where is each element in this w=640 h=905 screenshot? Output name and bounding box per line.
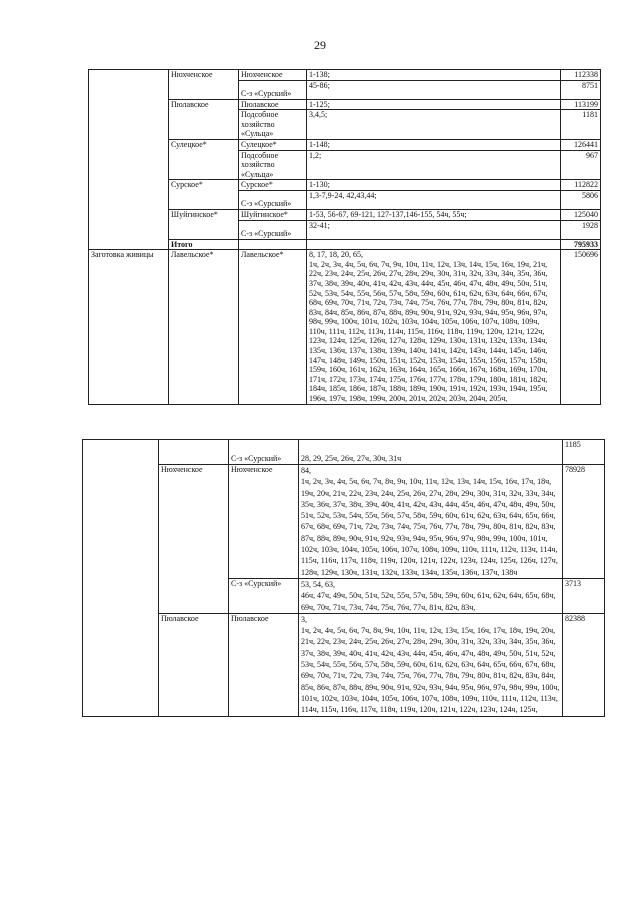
table-row [89,70,601,81]
quarters-cell: 45-86; [307,80,561,99]
district-cell: Сулецкое* [239,139,307,150]
forestry-cell: Сурское* [169,180,239,210]
district-cell: С-з «Сурский» [239,220,307,239]
table-row [83,440,605,465]
forestry-cell: Лавельское* [169,250,239,405]
area-cell: 112822 [561,180,601,191]
district-cell: С-з «Сурский» [229,578,299,613]
quarters-cell: 1-53, 56-67, 69-121, 127-137,146-155, 54ч, 55ч; [307,209,561,220]
area-cell: 1928 [561,220,601,239]
district-cell: С-з «Сурский» [239,190,307,209]
quarters-cell: 53, 54, 63, 46ч, 47ч, 49ч, 50ч, 51ч, 52ч, 55ч, 57ч, 58ч, 59ч, 60ч, 61ч, 62ч, 64ч, 65ч, 68ч, 69ч, 70ч, 71ч, 73ч, 74ч, 75ч, 76ч, 77ч, 81ч, 82ч, 83ч, [299,578,563,613]
table-cell [83,440,159,717]
quarters-cell: 1-138; [307,70,561,81]
district-cell: С-з «Сурский» [239,80,307,99]
area-cell: 82388 [563,613,605,716]
quarters-cell: 1-148; [307,139,561,150]
page-number: 29 [314,38,326,52]
forestry-cell: Сулецкое* [169,139,239,179]
area-cell: 113199 [561,99,601,110]
district-cell: Нюхченское [229,465,299,579]
quarters-cell: 28, 29, 25ч, 26ч, 27ч, 30ч, 31ч [299,440,563,465]
district-cell: С-з «Сурский» [229,440,299,465]
allotment-table-top [88,69,601,405]
activity-cell: Заготовка живицы [89,250,169,405]
area-cell: 3713 [563,578,605,613]
district-cell: Подсобное хозяйство «Сульца» [239,110,307,140]
area-cell: 5806 [561,190,601,209]
area-cell: 78928 [563,465,605,579]
district-cell: Сурское* [239,180,307,191]
forestry-cell: Нюхченское [169,70,239,100]
table-cell [159,440,229,465]
quarters-cell: 3, 1ч, 2ч, 4ч, 5ч, 6ч, 7ч, 8ч, 9ч, 10ч, 11ч, 12ч, 13ч, 15ч, 16ч, 17ч, 18ч, 19ч, 20ч, 21ч, 22ч, 23ч, 24ч, 25ч, 26ч, 27ч, 28ч, 29ч, 30ч, 31ч, 32ч, 33ч, 34ч, 35ч, 36ч, 37ч, 38ч, 39ч, 40ч, 41ч, 42ч, 43ч, 44ч, 45ч, 46ч, 47ч, 48ч, 49ч, 50ч, 51ч, 52ч, 53ч, 54ч, 55ч, 56ч, 57ч, 58ч, 59ч, 60ч, 61ч, 62ч, 63ч, 64ч, 65ч, 66ч, 67ч, 68ч, 69ч, 70ч, 71ч, 72ч, 73ч, 74ч, 75ч, 76ч, 77ч, 78ч, 79ч, 80ч, 81ч, 82ч, 83ч, 84ч, 85ч, 86ч, 87ч, 88ч, 89ч, 90ч, 91ч, 92ч, 93ч, 94ч, 95ч, 96ч, 97ч, 98ч, 99ч, 100ч, 101ч, 102ч, 103ч, 104ч, 105ч, 106ч, 107ч, 108ч, 109ч, 110ч, 111ч, 112ч, 113ч, 114ч, 115ч, 116ч, 117ч, 118ч, 119ч, 120ч, 121ч, 122ч, 123ч, 124ч, 125ч, [299,613,563,716]
quarters-cell: 84, 1ч, 2ч, 3ч, 4ч, 5ч, 6ч, 7ч, 8ч, 9ч, 10ч, 11ч, 12ч, 13ч, 14ч, 15ч, 16ч, 17ч, 18ч, 19ч, 20ч, 21ч, 22ч, 23ч, 24ч, 25ч, 26ч, 27ч, 28ч, 29ч, 30ч, 31ч, 32ч, 33ч, 34ч, 35ч, 36ч, 37ч, 38ч, 39ч, 40ч, 41ч, 42ч, 43ч, 44ч, 45ч, 46ч, 47ч, 48ч, 49ч, 50ч, 51ч, 52ч, 53ч, 54ч, 55ч, 56ч, 57ч, 58ч, 59ч, 60ч, 61ч, 62ч, 63ч, 64ч, 65ч, 66ч, 67ч, 68ч, 69ч, 71ч, 72ч, 73ч, 74ч, 75ч, 76ч, 77ч, 78ч, 79ч, 80ч, 81ч, 82ч, 83ч, 87ч, 88ч, 89ч, 90ч, 91ч, 92ч, 93ч, 94ч, 95ч, 96ч, 97ч, 98ч, 99ч, 100ч, 101ч, 102ч, 103ч, 104ч, 105ч, 106ч, 107ч, 108ч, 109ч, 110ч, 111ч, 112ч, 113ч, 114ч, 115ч, 116ч, 117ч, 118ч, 119ч, 120ч, 121ч, 122ч, 123ч, 124ч, 125ч, 126ч, 127ч, 128ч, 129ч, 130ч, 131ч, 132ч, 133ч, 134ч, 135ч, 136ч, 137ч, 138ч [299,465,563,579]
quarters-cell: 32-41; [307,220,561,239]
table-row [83,613,605,716]
quarters-cell: 3,4,5; [307,110,561,140]
table-cell [89,70,169,250]
district-cell: Пюлавское [229,613,299,716]
table-cell [239,239,307,250]
quarters-cell: 8, 17, 18, 20, 65, 1ч, 2ч, 3ч, 4ч, 5ч, 6ч, 7ч, 9ч, 10ч, 11ч, 12ч, 13ч, 14ч, 15ч, 16ч, 19ч, 21ч, 22ч, 23ч, 24ч, 25ч, 26ч, 27ч, 28ч, 29ч, 30ч, 31ч, 32ч, 33ч, 34ч, 35ч, 36ч, 37ч, 38ч, 39ч, 40ч, 41ч, 42ч, 43ч, 44ч, 45ч, 46ч, 47ч, 48ч, 49ч, 50ч, 51ч, 52ч, 53ч, 54ч, 55ч, 56ч, 57ч, 58ч, 59ч, 60ч, 61ч, 62ч, 63ч, 64ч, 66ч, 67ч, 68ч, 69ч, 70ч, 71ч, 72ч, 73ч, 74ч, 75ч, 76ч, 77ч, 78ч, 79ч, 80ч, 81ч, 82ч, 83ч, 84ч, 85ч, 86ч, 87ч, 88ч, 89ч, 90ч, 91ч, 92ч, 93ч, 94ч, 95ч, 96ч, 97ч, 98ч, 99ч, 100ч, 101ч, 102ч, 103ч, 104ч, 105ч, 106ч, 107ч, 108ч, 109ч, 110ч, 111ч, 112ч, 113ч, 114ч, 115ч, 116ч, 118ч, 119ч, 120ч, 121ч, 122ч, 123ч, 124ч, 125ч, 126ч, 127ч, 128ч, 129ч, 130ч, 131ч, 132ч, 133ч, 134ч, 135ч, 136ч, 137ч, 138ч, 139ч, 140ч, 141ч, 142ч, 143ч, 144ч, 145ч, 146ч, 147ч, 148ч, 149ч, 150ч, 151ч, 152ч, 153ч, 154ч, 155ч, 156ч, 157ч, 158ч, 159ч, 160ч, 161ч, 162ч, 163ч, 164ч, 165ч, 166ч, 167ч, 168ч, 169ч, 170ч, 171ч, 172ч, 173ч, 174ч, 175ч, 176ч, 177ч, 178ч, 179ч, 180ч, 181ч, 182ч, 184ч, 185ч, 186ч, 187ч, 188ч, 189ч, 190ч, 191ч, 192ч, 193ч, 194ч, 195ч, 196ч, 197ч, 198ч, 199ч, 200ч, 201ч, 202ч, 203ч, 204ч, 205ч, [307,250,561,405]
quarters-cell: 1,3-7,9-24, 42,43,44; [307,190,561,209]
district-cell: Пюлавское [239,99,307,110]
allotment-table-continued [82,439,605,717]
district-cell: Нюхченское [239,70,307,81]
area-cell: 150696 [561,250,601,405]
area-cell: 967 [561,150,601,180]
quarters-cell: 1-125; [307,99,561,110]
district-cell: Лавельское* [239,250,307,405]
table-row [83,465,605,579]
district-cell: Подсобное хозяйство «Сульца» [239,150,307,180]
table-row [89,250,601,405]
forestry-cell: Пюлавское [169,99,239,139]
forestry-cell: Пюлавское [159,613,229,716]
district-cell: Шуйгинское* [239,209,307,220]
forestry-cell: Нюхченское [159,465,229,614]
table-cell [307,239,561,250]
area-cell: 125040 [561,209,601,220]
total-label: Итого [169,239,239,250]
area-cell: 126441 [561,139,601,150]
quarters-cell: 1-130; [307,180,561,191]
area-cell: 112338 [561,70,601,81]
area-cell: 1185 [563,440,605,465]
area-cell: 1181 [561,110,601,140]
quarters-cell: 1,2; [307,150,561,180]
area-cell: 8751 [561,80,601,99]
forestry-cell: Шуйгинское* [169,209,239,239]
total-value: 795933 [561,239,601,250]
